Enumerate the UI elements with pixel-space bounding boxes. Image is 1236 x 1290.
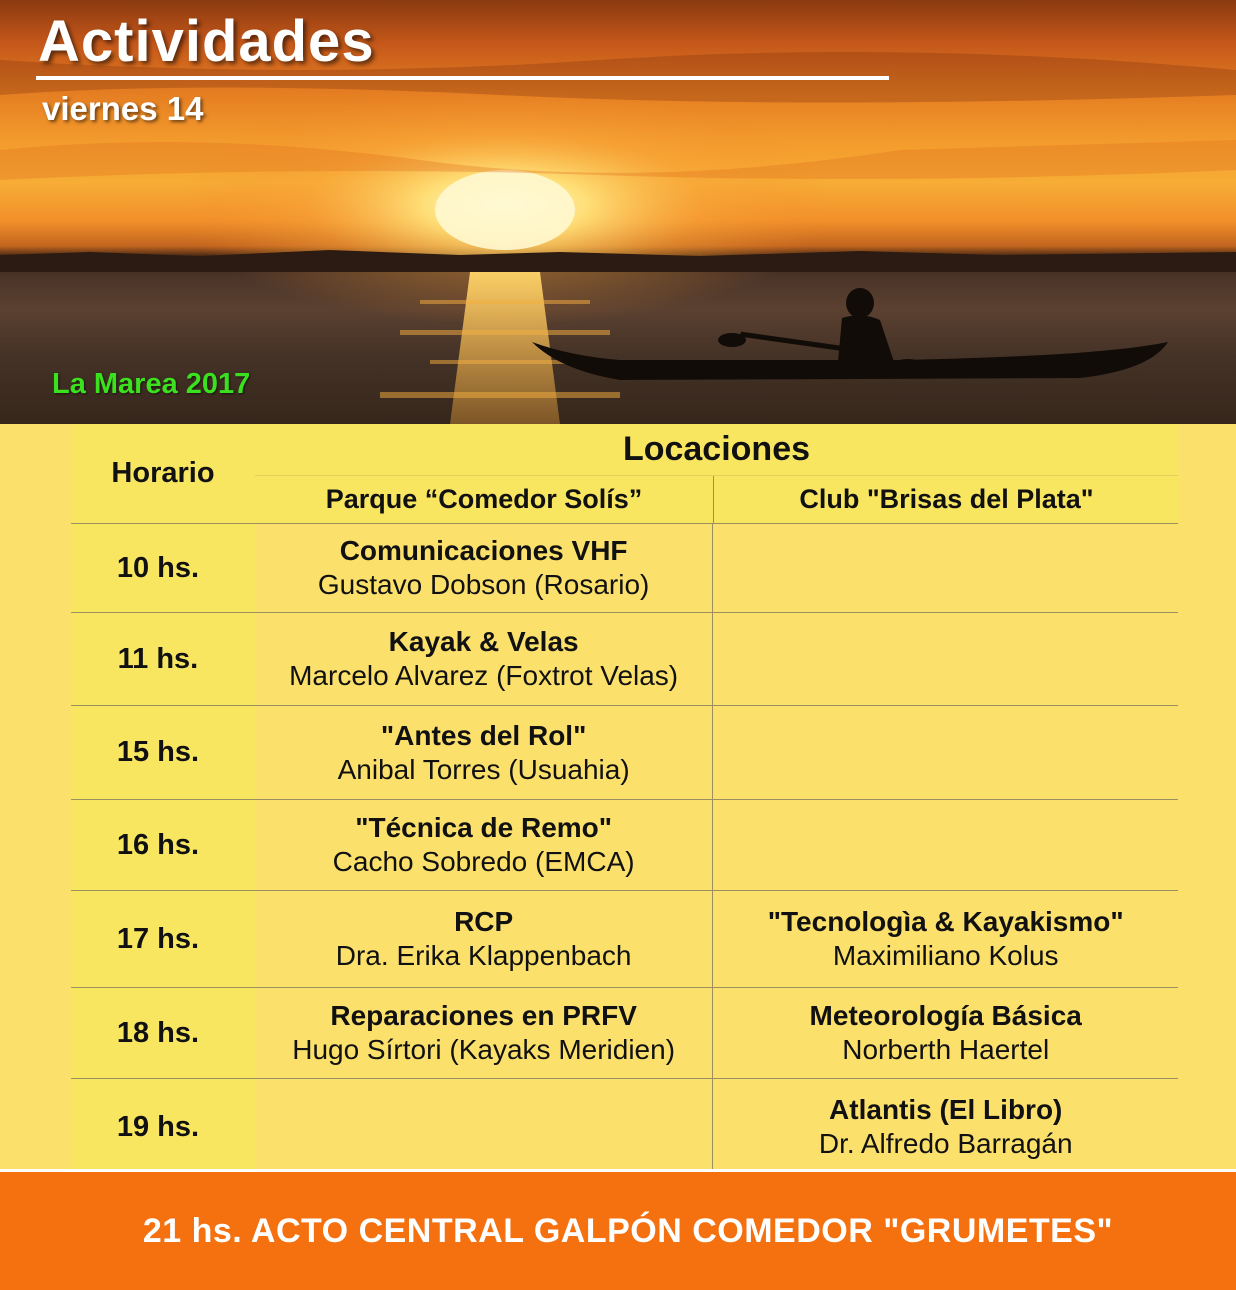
club-cell: [712, 800, 1178, 890]
table-header: [71, 424, 1178, 524]
time-cell: 18 hs.: [71, 988, 255, 1078]
activity-speaker: Maximiliano Kolus: [832, 940, 1059, 971]
activity-title: RCP: [454, 906, 514, 937]
footer-banner: [0, 1172, 1236, 1290]
day-subtitle: viernes 14: [42, 90, 204, 127]
time-cell: 16 hs.: [71, 800, 255, 890]
activity-title: "Tecnologìa & Kayakismo": [767, 906, 1124, 937]
activity-speaker: Marcelo Alvarez (Foxtrot Velas): [289, 660, 679, 691]
table-row: [71, 613, 1178, 706]
table-row: [71, 1079, 1178, 1175]
activity-speaker: Anibal Torres (Usuahia): [337, 753, 630, 785]
parque-cell: [255, 524, 713, 612]
parque-cell: [255, 988, 713, 1078]
club-cell: [712, 524, 1178, 612]
activity-title: Atlantis (El Libro): [829, 1094, 1063, 1125]
title-underline: [36, 76, 889, 80]
activity-title: Comunicaciones VHF: [339, 535, 628, 566]
table-row: [71, 800, 1178, 891]
activity-speaker: Norberth Haertel: [842, 1034, 1050, 1065]
schedule-table: [71, 424, 1178, 1175]
time-cell: 10 hs.: [71, 524, 255, 612]
activity-title: "Antes del Rol": [380, 719, 587, 751]
club-cell: [712, 613, 1178, 705]
table-row: [71, 524, 1178, 613]
activity-title: Kayak & Velas: [388, 626, 579, 657]
time-cell: 17 hs.: [71, 891, 255, 987]
parque-cell: [255, 613, 713, 705]
parque-cell: [255, 800, 713, 890]
parque-cell: [255, 706, 713, 799]
activity-title: Reparaciones en PRFV: [330, 1000, 637, 1031]
sunset-kayak-photo: [0, 0, 1236, 424]
activity-speaker: Dra. Erika Klappenbach: [335, 940, 632, 971]
activity-speaker: Hugo Sírtori (Kayaks Meridien): [292, 1034, 676, 1065]
table-row: [71, 706, 1178, 800]
column-header-club: Club "Brisas del Plata": [713, 476, 1179, 523]
column-header-parque: Parque “Comedor Solís”: [255, 476, 713, 523]
event-tagline: La Marea 2017: [52, 368, 251, 400]
page-title: Actividades: [38, 9, 375, 74]
time-cell: 15 hs.: [71, 706, 255, 799]
parque-cell: [255, 1079, 713, 1175]
time-cell: 19 hs.: [71, 1079, 255, 1175]
table-row: [71, 988, 1178, 1079]
main-event-text: 21 hs. ACTO CENTRAL GALPÓN COMEDOR "GRUMETES": [142, 1211, 1114, 1250]
horario-header: Horario: [71, 424, 255, 523]
activity-title: Meteorología Básica: [809, 1000, 1082, 1031]
table-row: [71, 891, 1178, 988]
time-cell: 11 hs.: [71, 613, 255, 705]
activity-speaker: Dr. Alfredo Barragán: [818, 1128, 1073, 1159]
activity-title: "Técnica de Remo": [355, 812, 613, 843]
club-cell: [712, 1079, 1178, 1175]
club-cell: [712, 988, 1178, 1078]
club-cell: [712, 706, 1178, 799]
locaciones-header: Locaciones: [255, 424, 1178, 476]
club-cell: [712, 891, 1178, 987]
activity-speaker: Cacho Sobredo (EMCA): [332, 846, 635, 877]
parque-cell: [255, 891, 713, 987]
activity-speaker: Gustavo Dobson (Rosario): [317, 569, 650, 600]
